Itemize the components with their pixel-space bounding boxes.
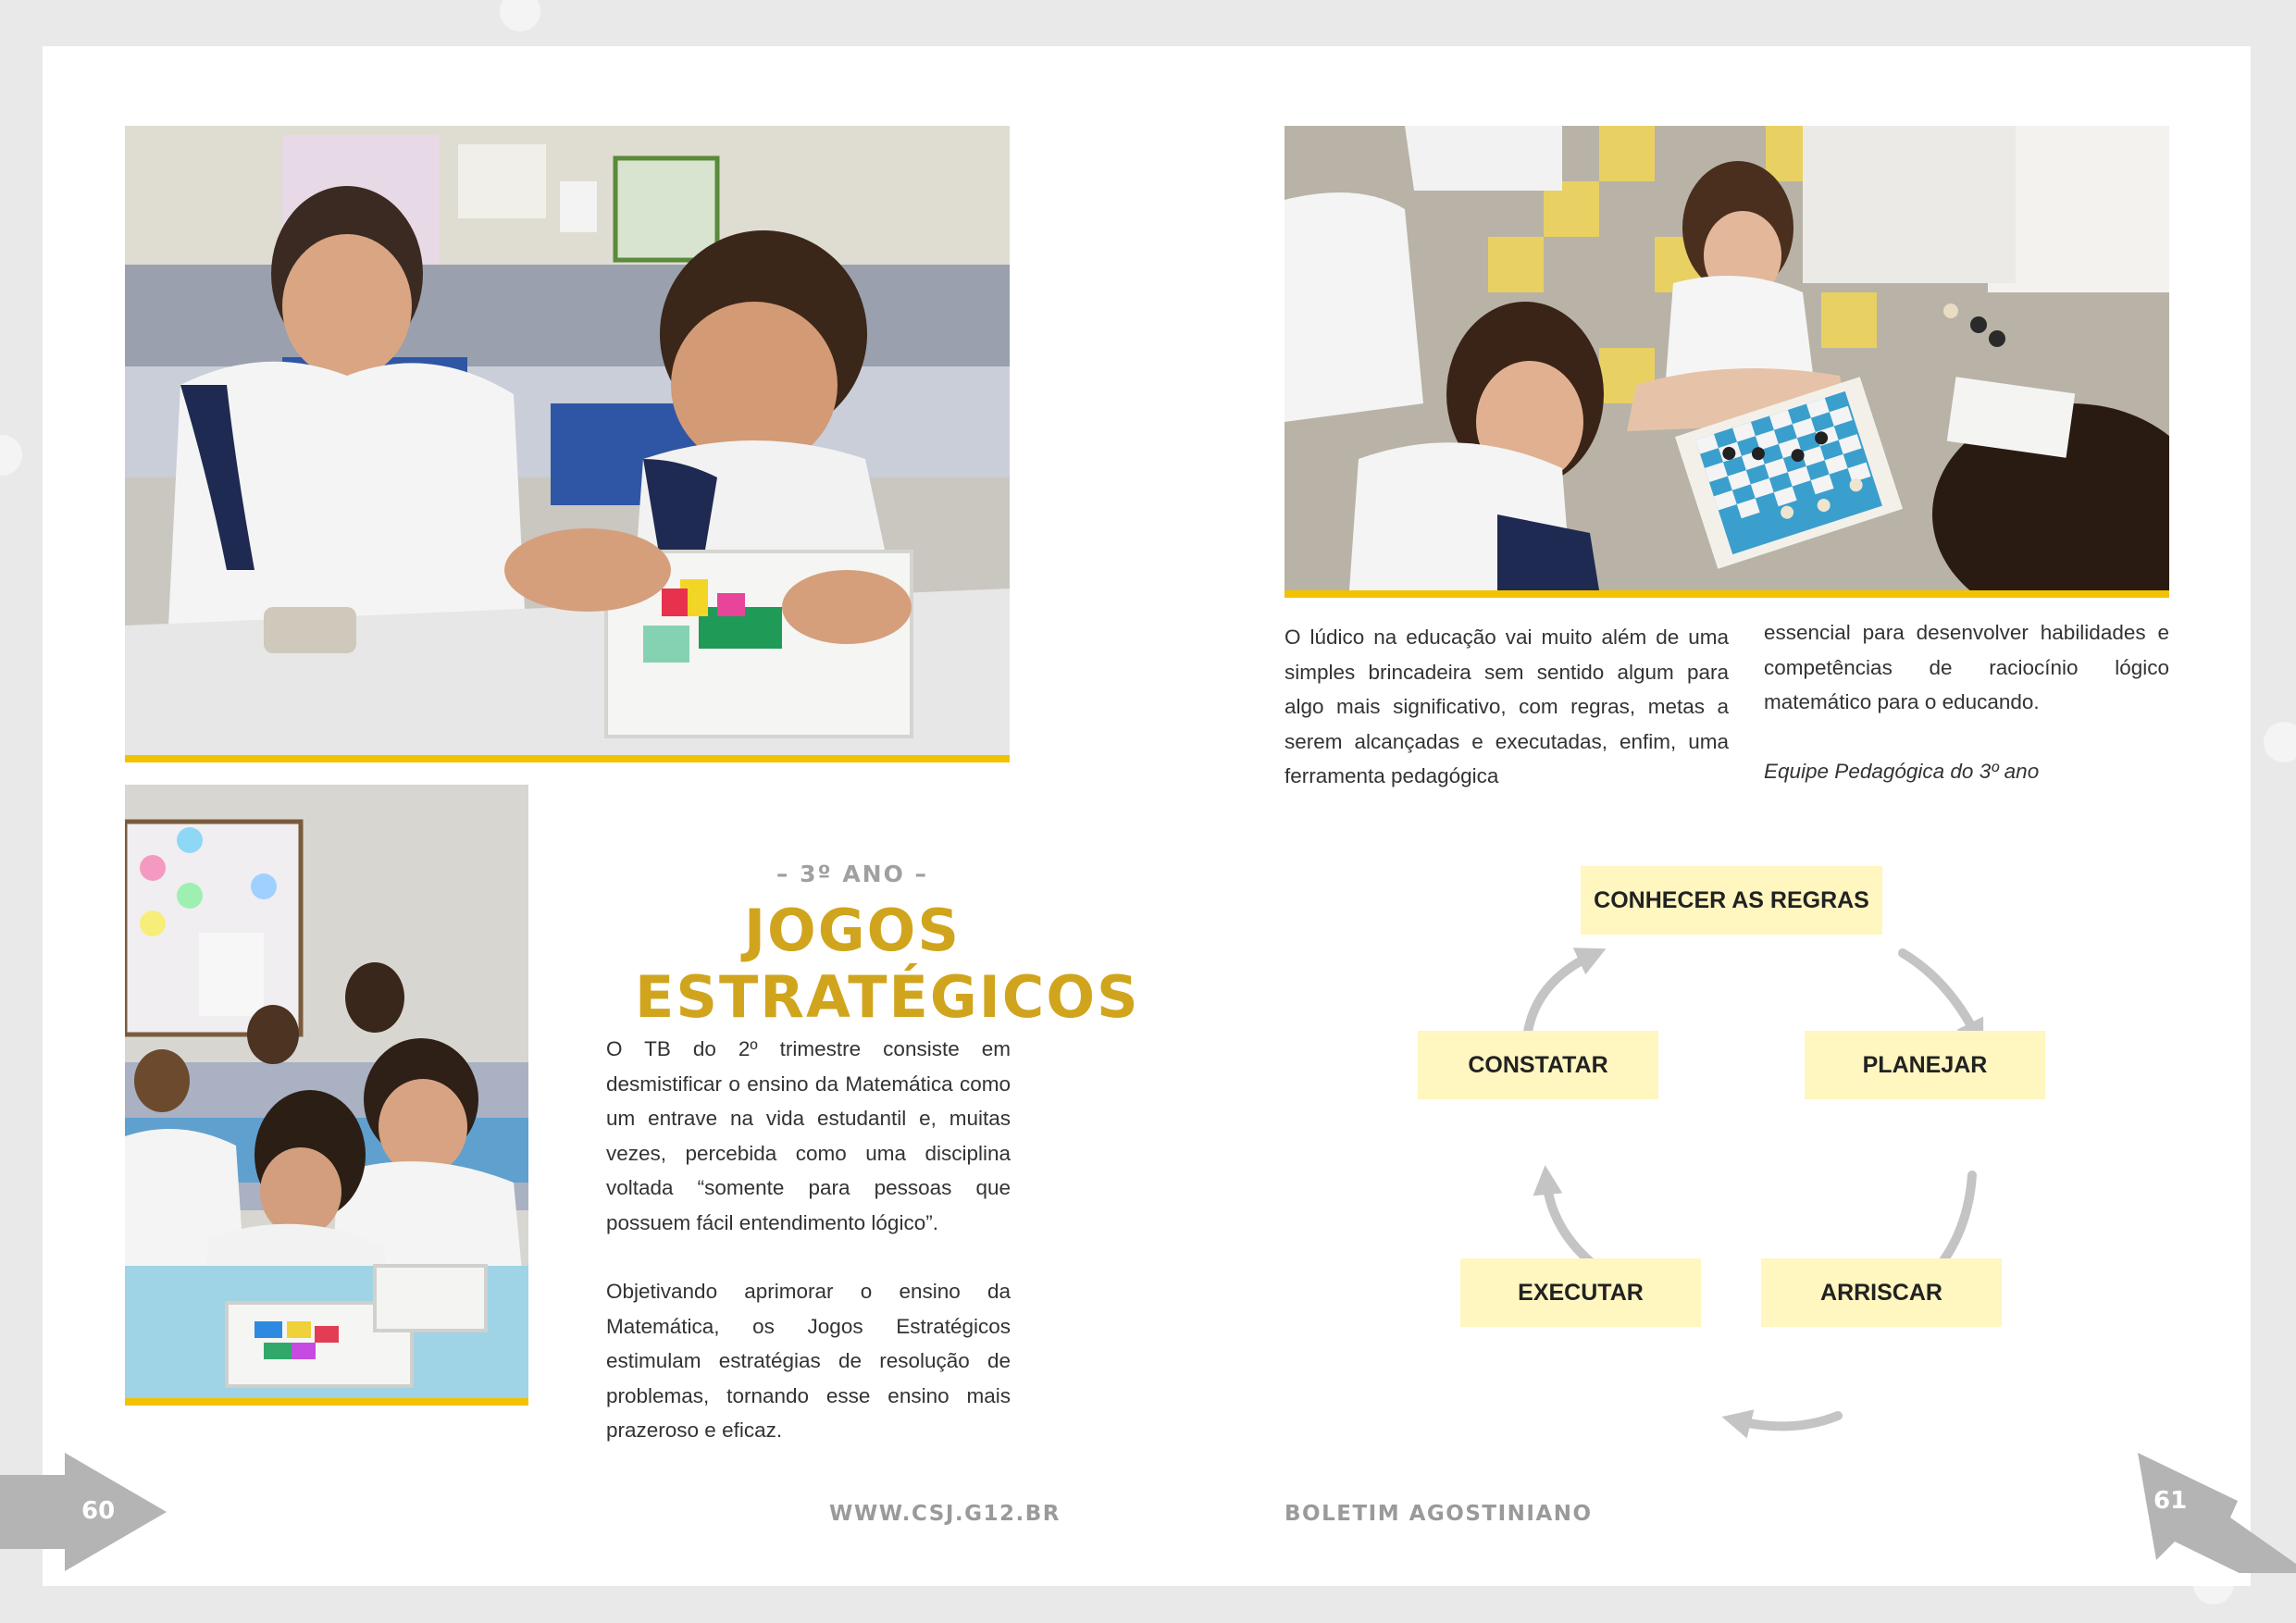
page-number-left: 60 [81,1497,116,1525]
cycle-step-constatar [1418,1031,1658,1099]
right-column-1 [1285,620,1729,828]
article-title-line2: ESTRATÉGICOS [635,963,1140,1031]
page-number-right: 61 [2153,1487,2188,1515]
cycle-step-conhecer-regras [1581,866,1882,935]
photo-girls-classroom [125,785,528,1406]
right-column-2 [1764,615,2169,823]
cycle-step-planejar [1805,1031,2045,1099]
arrow-constatar-to-regras [1528,955,1593,1032]
arrow-arriscar-to-executar [1736,1416,1838,1426]
background-dot [500,0,540,31]
arrow-regras-to-planejar [1903,953,1977,1036]
footer-website: WWW.CSJ.G12.BR [829,1502,1061,1526]
paragraph-essencial: essencial para desenvolver habilidades e competências de raciocínio lógico matemático para o educando. [1764,621,2169,713]
page-arrow-right [2119,1453,2296,1573]
paragraph-intro: O TB do 2º trimestre consiste em desmistificar o ensino da Matemática como um entrave na vida estudantil e, muitas vezes, percebida como uma disciplina voltada “somente para pessoas que possuem fácil entendimento lógico”. [606,1037,1011,1234]
cycle-step-label: CONHECER AS REGRAS [1594,886,1869,913]
cycle-step-executar [1460,1258,1701,1327]
cycle-step-label: EXECUTAR [1518,1279,1644,1306]
paragraph-objective: Objetivando aprimorar o ensino da Matemática, os Jogos Estratégicos estimulam estratégias de resolução de problemas, tornando esse ensino mais prazeroso e eficaz. [606,1280,1011,1442]
article-title [635,897,1140,1031]
footer-publication: BOLETIM AGOSTINIANO [1285,1502,1593,1526]
background-dot [2264,722,2296,762]
spread-page [43,46,2251,1586]
paragraph-ludico: O lúdico na educação vai muito além de uma simples brincadeira sem sentido algum para algo mais significativo, com regras, metas a serem alcançadas e executadas, enfim, uma ferramenta pedagógica [1285,626,1729,787]
grade-kicker: – 3º ANO – [776,861,929,887]
photo-children-chess [1285,126,2169,598]
signature: Equipe Pedagógica do 3º ano [1764,759,2040,783]
photo-boys-playing-puzzle [125,126,1010,762]
background-dot [0,435,22,476]
cycle-step-label: PLANEJAR [1862,1051,1988,1078]
cycle-step-arriscar [1761,1258,2002,1327]
cycle-arrows [1431,916,2097,1453]
cycle-step-label: ARRISCAR [1820,1279,1942,1306]
left-body-text [606,1032,1011,1482]
article-title-line1: JOGOS [743,897,962,964]
arrow-executar-to-constatar [1546,1180,1597,1268]
cycle-step-label: CONSTATAR [1468,1051,1608,1078]
